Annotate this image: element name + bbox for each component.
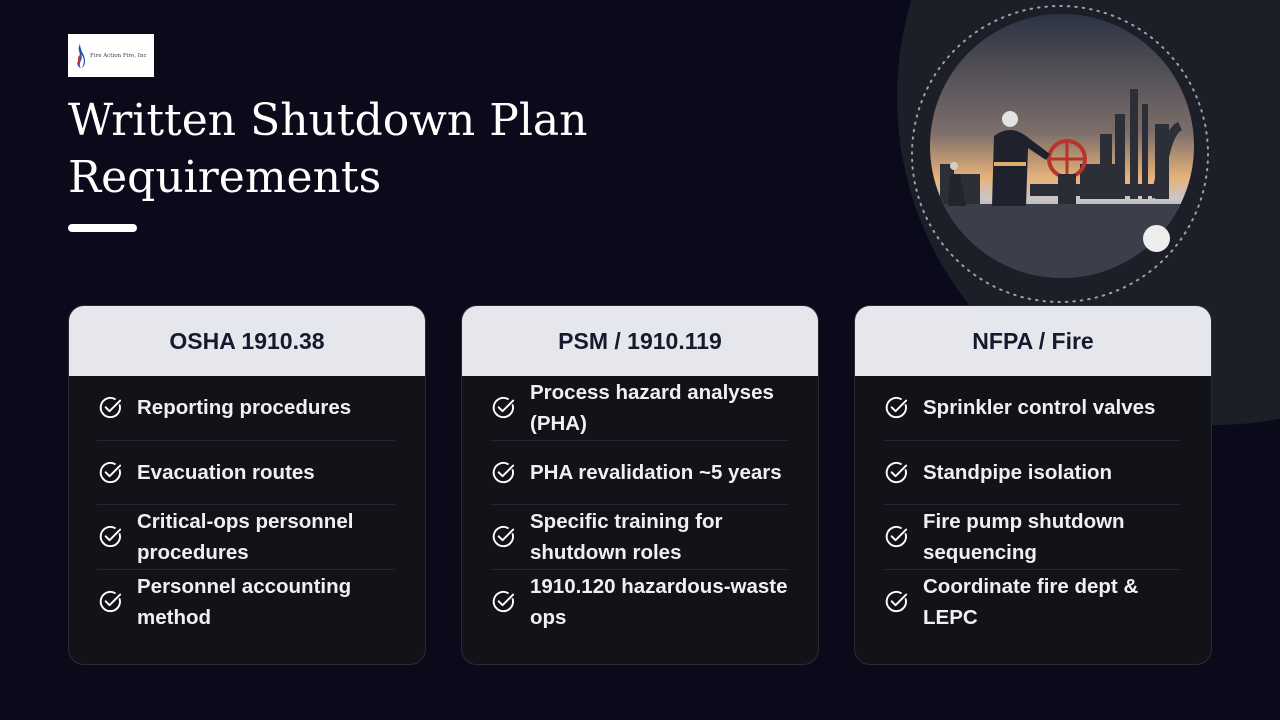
item-label: Coordinate fire dept & LEPC [923,574,1139,629]
item-label: Critical-ops personnel procedures [137,509,354,564]
list-item [97,570,395,635]
check-circle-icon [883,523,910,550]
list-item [490,376,788,441]
list-item [883,570,1181,635]
list-item [883,441,1181,506]
title-underline [68,224,137,232]
company-logo [68,34,154,77]
check-circle-icon [97,588,124,615]
flame-logo-icon [73,43,87,69]
check-circle-icon [883,459,910,486]
check-circle-icon [490,394,517,421]
card-osha [68,305,426,665]
check-circle-icon [97,394,124,421]
check-circle-icon [490,588,517,615]
list-item [883,376,1181,441]
card-title: OSHA 1910.38 [69,306,425,376]
card-title: PSM / 1910.119 [462,306,818,376]
list-item [97,505,395,570]
accent-dot [1143,225,1170,252]
logo-text: Fire Action Fire, Inc [90,52,147,59]
list-item [490,505,788,570]
card-title: NFPA / Fire [855,306,1211,376]
item-label: Evacuation routes [137,460,315,484]
check-circle-icon [883,394,910,421]
list-item [490,570,788,635]
item-label: Personnel accounting method [137,574,352,629]
check-circle-icon [97,523,124,550]
item-label: PHA revalidation ~5 years [530,460,782,484]
item-label: Reporting procedures [137,396,352,420]
item-label: Specific training for shutdown roles [530,509,723,564]
list-item [883,505,1181,570]
item-label: Fire pump shutdown sequencing [923,509,1125,564]
item-label: Process hazard analyses (PHA) [530,380,774,435]
item-label: 1910.120 hazardous-waste ops [530,574,788,629]
list-item [97,376,395,441]
list-item [490,441,788,506]
item-label: Standpipe isolation [923,460,1113,484]
check-circle-icon [883,588,910,615]
check-circle-icon [97,459,124,486]
page-title: Written Shutdown Plan Requirements [68,95,588,203]
check-circle-icon [490,459,517,486]
item-label: Sprinkler control valves [923,396,1156,420]
check-circle-icon [490,523,517,550]
card-nfpa [854,305,1212,665]
list-item [97,441,395,506]
card-psm [461,305,819,665]
